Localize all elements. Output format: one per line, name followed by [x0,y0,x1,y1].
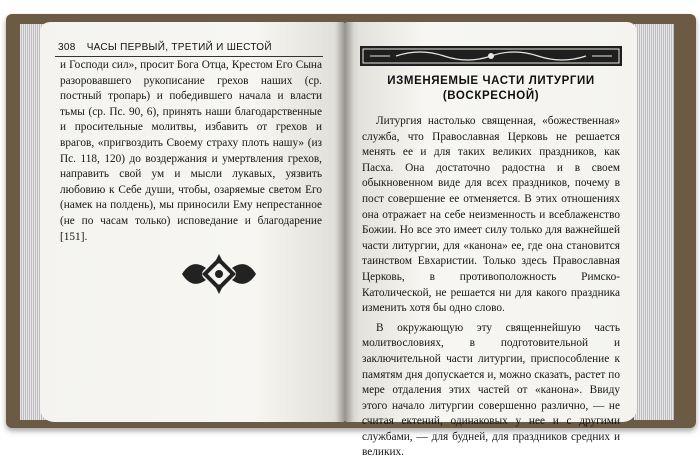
decorative-headpiece-banner-icon [360,46,622,66]
section-title-line-1: ИЗМЕНЯЕМЫЕ ЧАСТИ ЛИТУРГИИ [387,75,595,87]
floral-tailpiece-ornament-icon [178,252,260,296]
section-title-line-2: (ВОСКРЕСНОЙ) [442,90,540,102]
right-page-text [362,114,620,461]
right-page-edges [634,24,674,420]
right-paragraph-2: В окружающую эту священнейшую часть молитвословиях, в подготовительной и заключительной части литургии, приспособление к памятям дня допускается и, можно сказать, растет по мере отдаления этих частей от «канона». Ввиду этого начало литургии совершенно различно, — не считая ектений, одинаковых у нее и с другими службами, — для будней, для праздников средних и великих. [362,321,620,459]
page-number: 308 [58,42,76,53]
section-title [362,74,620,104]
header-rule [55,56,323,57]
running-header [58,42,272,53]
left-page-text [60,58,322,245]
running-head-title: ЧАСЫ ПЕРВЫЙ, ТРЕТИЙ И ШЕСТОЙ [86,42,272,53]
left-paragraph: и Господи сил», просит Бога Отца, Крестом Его Сына разоровавшего рукописание грехов наших (ср. постный тропарь) и победившего начала и власти тьмы (ср. Пс. 90, 6), принять наши благодарственные и просительные молитвы, избавить от грехов и врагов, «пригвоздить Своему страху плоть нашу» (из Пс. 118, 120) до воздержания и умертвления грехов, направить свой ум и мысли лукавых, уязвить любовию к Себе души, чтобы, озаряемые светом Его (намек на полдень), мы приносили Ему непрестанное (не по часам только) исповедание и благодарение [151]. [60,59,322,243]
book-gutter [336,22,354,422]
right-paragraph-1: Литургия настолько священная, «божественная» служба, что Православная Церковь не решается менять ее и для таких великих праздников, как Пасха. Она достаточно радостна и в своем обыкновенном виде для всех праздников, почему в пост совершение ее отменяется. В этих отношениях она отражает на себе неизменность и всеблаженство Божии. Но все это имеет силу только для важнейшей части литургии, для «канона» ее, где она становится таинством Евхаристии. Только здесь Православная Церковь, в противоположность Римско-Католической, не решается ни для какого праздника изменить хотя бы одно слово. [362,115,620,315]
